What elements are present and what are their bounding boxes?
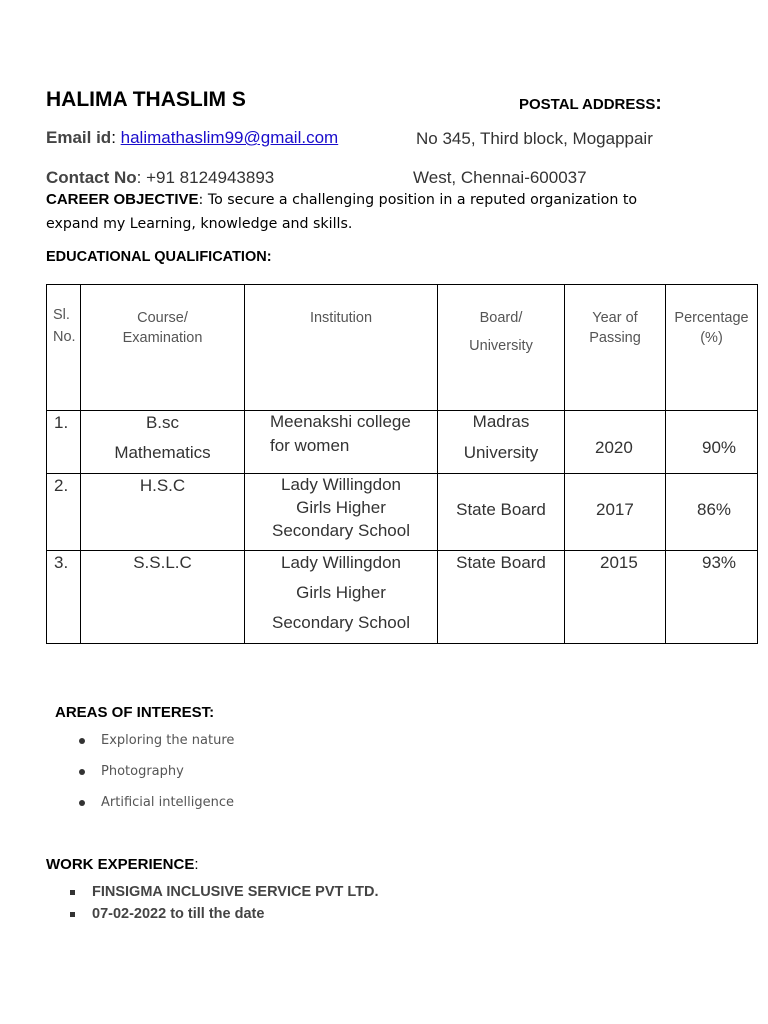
email-line: Email id: halimathaslim99@gmail.com bbox=[46, 128, 339, 147]
interests-list bbox=[76, 733, 234, 826]
bullet-icon bbox=[79, 738, 85, 744]
list-item: Artificial intelligence bbox=[76, 795, 234, 826]
square-bullet-icon bbox=[70, 912, 75, 917]
education-table bbox=[46, 284, 758, 644]
list-item: Exploring the nature bbox=[76, 733, 234, 764]
bullet-icon bbox=[79, 769, 85, 775]
table-row: 1. B.sc Mathematics Meenakshi college for women Madras University 2020 90% bbox=[47, 411, 758, 474]
interests-heading: AREAS OF INTEREST: bbox=[55, 704, 215, 721]
header-sl: Sl. No. bbox=[47, 285, 81, 411]
header-percentage: Percentage (%) bbox=[666, 285, 758, 411]
header-course: Course/ Examination bbox=[81, 285, 245, 411]
table-header-row bbox=[47, 285, 758, 411]
education-heading: EDUCATIONAL QUALIFICATION: bbox=[46, 249, 272, 265]
contact-label: Contact No bbox=[46, 168, 137, 187]
header-board: Board/ University bbox=[438, 285, 565, 411]
email-label: Email id bbox=[46, 128, 112, 147]
header-year: Year of Passing bbox=[565, 285, 666, 411]
objective-label: CAREER OBJECTIVE bbox=[46, 191, 199, 208]
table-row: 3. S.S.L.C Lady Willingdon Girls Higher Secondary School State Board 2015 93% bbox=[47, 551, 758, 644]
work-heading: WORK EXPERIENCE: bbox=[46, 856, 199, 873]
work-list bbox=[68, 884, 379, 928]
contact-line bbox=[46, 168, 274, 188]
list-item: 07-02-2022 to till the date bbox=[68, 906, 379, 928]
candidate-name: HALIMA THASLIM S bbox=[46, 88, 246, 111]
address-line-2: West, Chennai-600037 bbox=[413, 168, 587, 187]
list-item: Photography bbox=[76, 764, 234, 795]
contact-value: : +91 8124943893 bbox=[136, 168, 275, 187]
postal-address-label: POSTAL ADDRESS: bbox=[519, 93, 662, 114]
objective-text: : To secure a challenging position in a reputed organization to expand my Learning, knowledge and skills. bbox=[46, 192, 638, 232]
email-link[interactable]: halimathaslim99@gmail.com bbox=[120, 128, 339, 147]
career-objective bbox=[46, 188, 686, 236]
square-bullet-icon bbox=[70, 890, 75, 895]
header-institution: Institution bbox=[245, 285, 438, 411]
list-item: FINSIGMA INCLUSIVE SERVICE PVT LTD. bbox=[68, 884, 379, 906]
table-row: 2. H.S.C Lady Willingdon Girls Higher Secondary School State Board 2017 86% bbox=[47, 474, 758, 551]
bullet-icon bbox=[79, 800, 85, 806]
address-line-1: No 345, Third block, Mogappair bbox=[416, 129, 653, 148]
